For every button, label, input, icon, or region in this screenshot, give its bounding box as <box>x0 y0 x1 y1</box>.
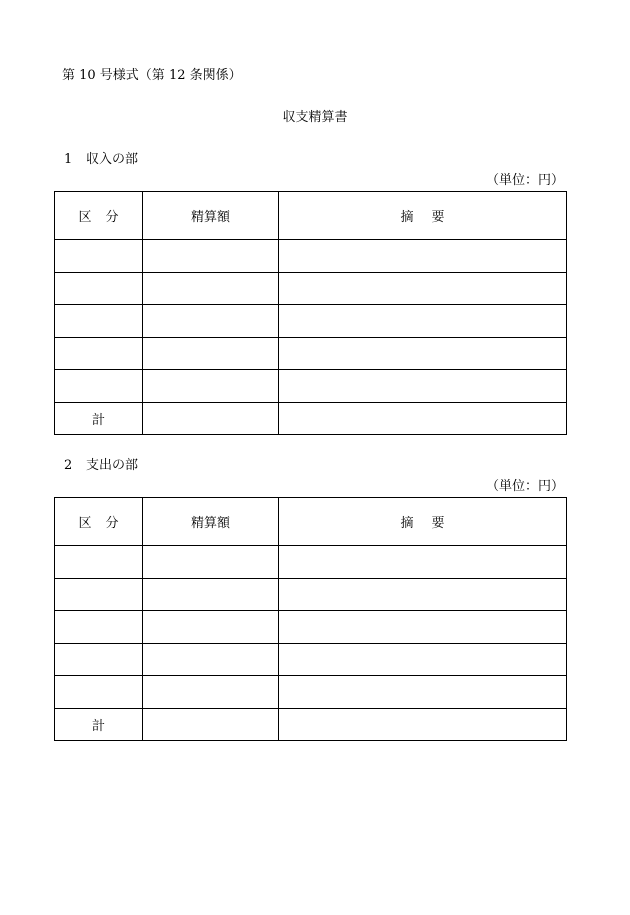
category-cell[interactable] <box>55 337 143 370</box>
category-cell[interactable] <box>55 611 143 644</box>
remarks-cell[interactable] <box>279 611 567 644</box>
column-header-remarks: 摘要 <box>279 192 567 240</box>
table-row <box>55 643 567 676</box>
remarks-cell[interactable] <box>279 272 567 305</box>
amount-cell[interactable] <box>143 676 279 709</box>
column-header-remarks: 摘要 <box>279 498 567 546</box>
amount-cell[interactable] <box>143 370 279 403</box>
total-amount-cell[interactable] <box>143 708 279 741</box>
category-cell[interactable] <box>55 370 143 403</box>
amount-cell[interactable] <box>143 643 279 676</box>
table-row <box>55 305 567 338</box>
total-label: 計 <box>55 708 143 741</box>
remarks-cell[interactable] <box>279 240 567 273</box>
income-section-number: 1 <box>64 152 73 167</box>
table-row <box>55 611 567 644</box>
remarks-cell[interactable] <box>279 643 567 676</box>
amount-cell[interactable] <box>143 611 279 644</box>
remarks-cell[interactable] <box>279 370 567 403</box>
expense-section-heading <box>64 456 138 476</box>
income-section-heading <box>64 150 138 170</box>
category-cell[interactable] <box>55 240 143 273</box>
table-row <box>55 370 567 403</box>
expense-header-row <box>55 498 567 546</box>
column-header-settled-amount: 精算額 <box>143 498 279 546</box>
remarks-cell[interactable] <box>279 337 567 370</box>
total-remarks-cell[interactable] <box>279 708 567 741</box>
expense-table <box>54 497 567 741</box>
category-cell[interactable] <box>55 305 143 338</box>
remarks-cell[interactable] <box>279 578 567 611</box>
category-cell[interactable] <box>55 676 143 709</box>
table-row <box>55 546 567 579</box>
table-row <box>55 676 567 709</box>
table-row <box>55 337 567 370</box>
expense-total-row <box>55 708 567 741</box>
income-total-row <box>55 402 567 435</box>
amount-cell[interactable] <box>143 578 279 611</box>
category-cell[interactable] <box>55 643 143 676</box>
remarks-cell[interactable] <box>279 305 567 338</box>
category-cell[interactable] <box>55 272 143 305</box>
expense-unit-label: （単位：円） <box>485 479 564 494</box>
column-header-category: 区分 <box>55 192 143 240</box>
total-remarks-cell[interactable] <box>279 402 567 435</box>
column-header-settled-amount: 精算額 <box>143 192 279 240</box>
income-unit-label: （単位：円） <box>485 173 564 188</box>
category-cell[interactable] <box>55 578 143 611</box>
table-row <box>55 272 567 305</box>
expense-section-number: 2 <box>64 458 73 473</box>
column-header-category: 区分 <box>55 498 143 546</box>
total-label: 計 <box>55 402 143 435</box>
remarks-cell[interactable] <box>279 546 567 579</box>
remarks-cell[interactable] <box>279 676 567 709</box>
income-header-row <box>55 192 567 240</box>
amount-cell[interactable] <box>143 337 279 370</box>
amount-cell[interactable] <box>143 272 279 305</box>
category-cell[interactable] <box>55 546 143 579</box>
table-row <box>55 240 567 273</box>
total-amount-cell[interactable] <box>143 402 279 435</box>
income-section-title: 収入の部 <box>86 152 139 167</box>
amount-cell[interactable] <box>143 240 279 273</box>
document-title: 収支精算書 <box>282 110 348 125</box>
amount-cell[interactable] <box>143 546 279 579</box>
table-row <box>55 578 567 611</box>
income-table <box>54 191 567 435</box>
expense-section-title: 支出の部 <box>86 458 139 473</box>
form-number: 第 10 号様式（第 12 条関係） <box>62 68 242 83</box>
amount-cell[interactable] <box>143 305 279 338</box>
